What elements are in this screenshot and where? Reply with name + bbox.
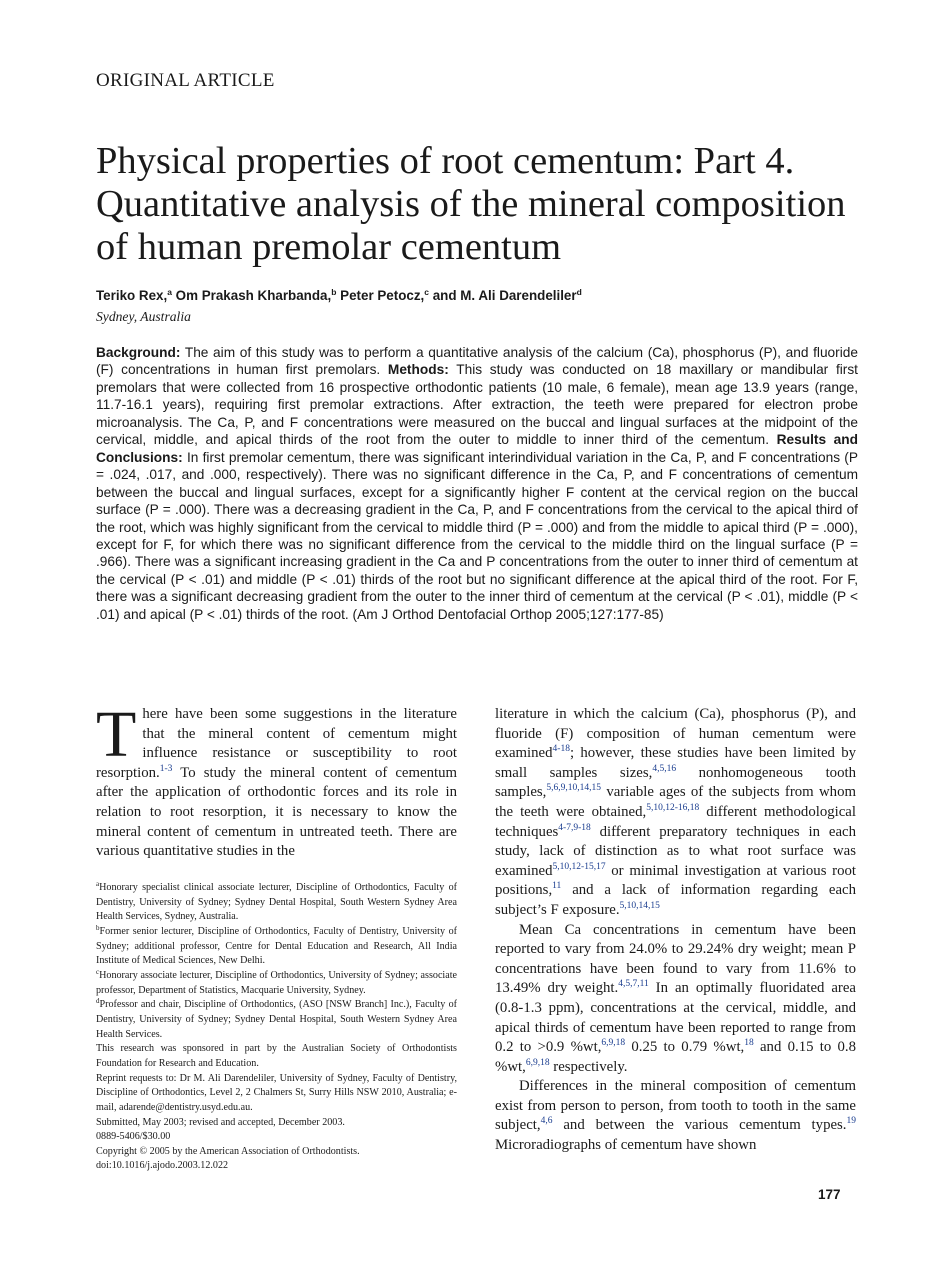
body-paragraph	[495, 705, 856, 921]
abstract-background: The aim of this study was to perform a quantitative analysis of the calcium (Ca), phosphorus (P), and fluoride (F) concentrations in human first premolars.	[96, 345, 858, 378]
footnote-mark: d	[96, 997, 100, 1006]
footnote	[96, 1159, 457, 1174]
footnote-text: Reprint requests to: Dr M. Ali Darendeliler, University of Sydney, Faculty of Dentistry, Discipline of Orthodontics, Level 2, 2 Chalmers St, Surry Hills NSW 2010, Australia; e-mail, adarende@dentistry.usyd.edu.au.	[96, 1072, 457, 1113]
paragraph-text: respectively.	[549, 1058, 628, 1075]
paragraph-text: or minimal investigation at various root positions,	[495, 862, 856, 899]
footnote	[96, 1042, 457, 1071]
paragraph-text: and between the various cementum types.	[552, 1117, 847, 1134]
paragraph-text: variable ages of the subjects from whom the teeth were obtained,	[495, 784, 856, 820]
citation-link[interactable]: 19	[846, 1116, 856, 1127]
citation-link[interactable]: 4-18	[552, 744, 570, 755]
footnote	[96, 998, 457, 1042]
paragraph-text: and a lack of information regarding each subject’s F exposure.	[495, 882, 856, 918]
footnote-text: Honorary specialist clinical associate lecturer, Discipline of Orthodontics, Faculty of Dentistry, University of Sydney; Sydney Dental Hospital, South Western Sydney Area Health Services, Sydney, Australia.	[96, 882, 457, 923]
footnote-text: This research was sponsored in part by the Australian Society of Orthodontists Foundation for Research and Education.	[96, 1043, 457, 1069]
footnote-text: doi:10.1016/j.ajodo.2003.12.022	[96, 1160, 229, 1172]
paragraph-text: ; however, these studies have been limited by small samples sizes,	[495, 745, 856, 781]
citation-link[interactable]: 4-7,9-18	[558, 822, 591, 833]
footnote	[96, 1072, 457, 1116]
affiliation-mark: b	[331, 287, 337, 297]
footnote-mark: c	[96, 967, 100, 976]
paragraph-text: To study the mineral content of cementum after the application of orthodontic forces and its role in relation to root resorption, it is necessary to know the mineral content of cementum in untreated teeth. There are various quantitative studies in the	[96, 764, 457, 860]
affiliation-mark: a	[167, 287, 172, 297]
footnote	[96, 881, 457, 925]
paragraph-text: nonhomogeneous tooth samples,	[495, 764, 856, 801]
citation-link[interactable]: 18	[744, 1038, 754, 1049]
drop-cap: T	[96, 698, 137, 771]
intro-paragraph	[96, 698, 457, 862]
citation-link[interactable]: 5,10,12-15,17	[552, 861, 606, 872]
citation-link[interactable]: 5,10,14,15	[619, 900, 660, 911]
citation-link[interactable]: 1-3	[159, 763, 173, 774]
footnote	[96, 1145, 457, 1160]
author-list	[96, 288, 582, 303]
footnote	[96, 969, 457, 998]
footnote-mark: a	[96, 880, 100, 888]
affiliation-mark: c	[424, 287, 429, 297]
author-location: Sydney, Australia	[96, 309, 191, 324]
paragraph-text: In an optimally fluoridated area (0.8-1.3 ppm), concentrations at the cervical, middle, and apical thirds of cementum have been reported to range from 0.2 to >0.9 %wt,	[495, 980, 856, 1056]
paragraph-text: different methodological techniques	[495, 803, 856, 840]
paragraph-text: literature in which the calcium (Ca), phosphorus (P), and fluoride (F) composition of human cementum were examined	[495, 706, 856, 762]
footnotes	[96, 881, 457, 1174]
citation-link[interactable]: 5,10,12-16,18	[646, 802, 700, 813]
footnote	[96, 1116, 457, 1131]
citation-link[interactable]: 6,9,18	[601, 1038, 626, 1049]
article-title: Physical properties of root cementum: Part 4. Quantitative analysis of the mineral composition of human premolar cementum	[96, 140, 846, 268]
citation-link[interactable]: 6,9,18	[525, 1057, 550, 1068]
abstract-methods-label: Methods:	[387, 362, 449, 378]
paragraph-text: here have been some suggestions in the literature that the mineral content of cementum might influence resistance or susceptibility to root resorption.	[96, 706, 457, 781]
paragraph-text: Differences in the mineral composition of cementum exist from person to person, from tooth to tooth in the same subject,	[495, 1078, 856, 1134]
abstract	[96, 344, 858, 623]
abstract-results: In first premolar cementum, there was significant interindividual variation in the Ca, P, and F concentrations (P = .024, .017, and .000, respectively). There was no significant difference in the Ca, P, and F concentrations of cementum between the buccal and lingual surfaces, except for a significantly higher F content at the cervical region on the buccal surface (P = .000). There was a decreasing gradient in the Ca, P, and F concentrations from the cervical to the apical third of the root, which was highly significant from the cervical to middle third (P = .000) and from the middle to apical third (P = .000), except for F, for which there was no significant difference from the cervical to the middle third on the lingual surface (P = .966). There was a significant increasing gradient in the Ca and P concentrations from the outer to inner third of cementum at the cervical (P < .01) and middle (P < .01) thirds of the root but no significant difference at the apical third of the root. For F, there was a significant decreasing gradient from the outer to the inner third of cementum at the cervical (P < .01), middle (P < .01) and apical (P < .01) thirds of the root. (Am J Orthod Dentofacial Orthop 2005;127:177-85)	[96, 449, 858, 622]
footnote-text: 0889-5406/$30.00	[96, 1131, 171, 1143]
body-column-left	[96, 698, 457, 862]
author-name: Om Prakash Kharbanda,	[175, 288, 332, 303]
footnote-text: Submitted, May 2003; revised and accepted, December 2003.	[96, 1116, 345, 1128]
author-name: Peter Petocz,	[340, 288, 425, 303]
abstract-background-label: Background:	[96, 345, 181, 360]
footnote-text: Professor and chair, Discipline of Orthodontics, (ASO [NSW Branch] Inc.), Faculty of Dentistry, University of Sydney; Sydney Dental Hospital, South Western Sydney Area Health Services.	[96, 999, 457, 1040]
page-number: 177	[818, 1187, 841, 1202]
affiliation-mark: d	[576, 287, 582, 297]
paragraph-text: Microradiographs of cementum have shown	[495, 1137, 757, 1154]
citation-link[interactable]: 11	[552, 881, 562, 892]
author-name: Teriko Rex,	[96, 288, 168, 303]
section-label: ORIGINAL ARTICLE	[96, 70, 275, 91]
citation-link[interactable]: 4,5,16	[652, 763, 677, 774]
paragraph-text: Mean Ca concentrations in cementum have been reported to vary from 24.0% to 29.24% dry weight; mean P concentrations have been found to vary from 11.6% to 13.49% dry weight.	[495, 921, 856, 997]
footnote-text: Former senior lecturer, Discipline of Orthodontics, Faculty of Dentistry, University of Sydney; additional professor, Centre for Dental Education and Research, All India Institute of Medical Sciences, New Delhi.	[96, 925, 457, 967]
footnote	[96, 1130, 457, 1145]
paragraph-text: different preparatory techniques in each study, lack of distinction as to what root surface was examined	[495, 823, 856, 879]
paragraph-text: 0.25 to 0.79 %wt,	[625, 1039, 745, 1056]
abstract-results-label: Results and Conclusions:	[96, 432, 858, 465]
footnote-text: Honorary associate lecturer, Discipline of Orthodontics, University of Sydney; associate professor, Department of Statistics, Macquarie University, Sydney.	[96, 969, 457, 996]
footnote-mark: b	[96, 923, 100, 932]
abstract-methods: This study was conducted on 18 maxillary or mandibular first premolars that were collected from 16 prospective orthodontic patients (10 male, 6 female), mean age 13.9 years (range, 11.7-16.1 years), requiring first premolar extractions. After extraction, the teeth were prepared for electron probe microanalysis. The Ca, P, and F concentrations were measured on the buccal and lingual surfaces at the midpoint of the cervical, middle, and apical thirds of the root from the outer to middle to inner third of the cementum.	[96, 362, 858, 448]
citation-link[interactable]: 4,5,7,11	[618, 979, 649, 990]
citation-link[interactable]: 5,6,9,10,14,15	[546, 783, 601, 794]
body-paragraph	[495, 921, 856, 1078]
citation-link[interactable]: 4,6	[540, 1116, 553, 1127]
footnote-text: Copyright © 2005 by the American Association of Orthodontists.	[96, 1145, 360, 1157]
author-name: and M. Ali Darendeliler	[432, 288, 577, 303]
body-paragraph	[495, 1077, 856, 1155]
paragraph-text: and 0.15 to 0.8 %wt,	[495, 1039, 856, 1075]
body-column-right	[495, 705, 856, 1156]
footnote	[96, 925, 457, 969]
